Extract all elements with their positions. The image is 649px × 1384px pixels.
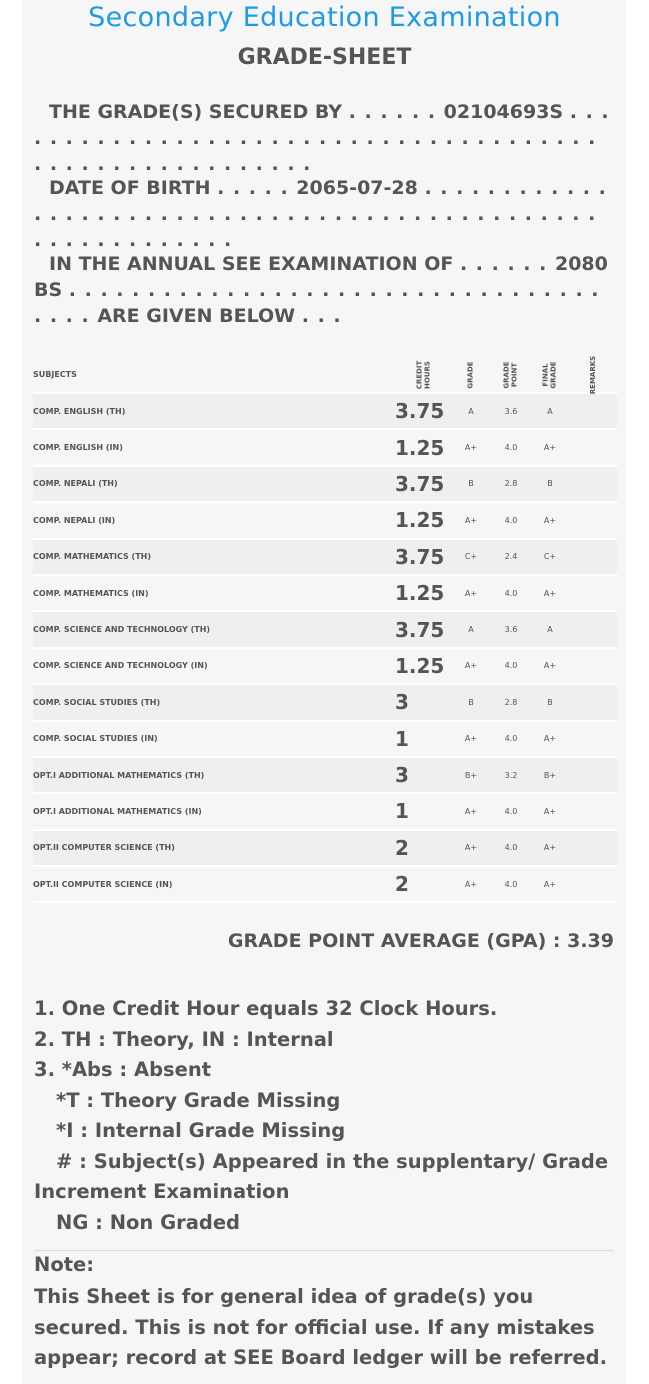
table-row	[33, 866, 617, 902]
credit-hours-cell: 1	[395, 793, 451, 829]
credit-hours-cell: 1.25	[395, 502, 451, 538]
grade-point-cell: 4.0	[491, 721, 531, 757]
credit-hours-cell: 3.75	[395, 611, 451, 647]
remarks-cell	[569, 393, 617, 429]
subject-cell: COMP. ENGLISH (IN)	[33, 429, 395, 465]
exam-label: IN THE ANNUAL SEE EXAMINATION OF	[49, 253, 454, 275]
table-row	[33, 648, 617, 684]
symbol-number: 02104693S	[443, 101, 564, 123]
header-final-grade: FINAL GRADE	[531, 357, 569, 393]
remarks-cell	[569, 830, 617, 866]
subject-cell: OPT.I ADDITIONAL MATHEMATICS (IN)	[33, 793, 395, 829]
final-grade-cell: B+	[531, 757, 569, 793]
table-row	[33, 684, 617, 720]
final-grade-cell: A	[531, 611, 569, 647]
final-grade-cell: A+	[531, 502, 569, 538]
credit-hours-cell: 1	[395, 721, 451, 757]
grade-cell: A+	[451, 793, 491, 829]
secured-by-label: THE GRADE(S) SECURED BY	[49, 101, 343, 123]
credit-hours-cell: 3.75	[395, 393, 451, 429]
table-row	[33, 393, 617, 429]
grade-point-cell: 4.0	[491, 866, 531, 902]
remarks-cell	[569, 793, 617, 829]
remarks-cell	[569, 502, 617, 538]
header-credit-hours: CREDIT HOURS	[395, 357, 451, 393]
grade-point-cell: 3.6	[491, 393, 531, 429]
remarks-cell	[569, 611, 617, 647]
credit-hours-cell: 2	[395, 866, 451, 902]
header-grade-point: GRADE POINT	[491, 357, 531, 393]
final-grade-cell: A+	[531, 866, 569, 902]
table-row	[33, 721, 617, 757]
final-grade-cell: A+	[531, 830, 569, 866]
table-header-row	[33, 357, 617, 393]
grade-point-cell: 4.0	[491, 830, 531, 866]
legend-line: *I : Internal Grade Missing	[56, 1119, 346, 1142]
legend-line: 2. TH : Theory, IN : Internal	[34, 1027, 334, 1051]
dob-label: DATE OF BIRTH	[49, 177, 211, 199]
table-row	[33, 757, 617, 793]
subject-cell: OPT.II COMPUTER SCIENCE (TH)	[33, 830, 395, 866]
grade-point-cell: 4.0	[491, 502, 531, 538]
grade-cell: A+	[451, 866, 491, 902]
credit-hours-cell: 1.25	[395, 575, 451, 611]
grade-cell: B	[451, 466, 491, 502]
credit-hours-cell: 2	[395, 830, 451, 866]
subject-cell: COMP. SCIENCE AND TECHNOLOGY (IN)	[33, 648, 395, 684]
table-row	[33, 466, 617, 502]
legend-line: 1. One Credit Hour equals 32 Clock Hours.	[34, 997, 498, 1020]
remarks-cell	[569, 721, 617, 757]
remarks-cell	[569, 466, 617, 502]
header-grade: GRADE	[451, 357, 491, 393]
final-grade-cell: A+	[531, 721, 569, 757]
remarks-cell	[569, 429, 617, 465]
grade-cell: A+	[451, 429, 491, 465]
subject-cell: COMP. SOCIAL STUDIES (TH)	[33, 684, 395, 720]
legend-line: *T : Theory Grade Missing	[56, 1088, 341, 1112]
grade-point-cell: 4.0	[491, 429, 531, 465]
remarks-cell	[569, 539, 617, 575]
grade-cell: B	[451, 684, 491, 720]
header-subjects: SUBJECTS	[33, 357, 395, 393]
subject-cell: COMP. NEPALI (IN)	[33, 502, 395, 538]
subject-cell: COMP. ENGLISH (TH)	[33, 393, 395, 429]
note-heading: Note:	[34, 1253, 95, 1276]
legend-line: 3. *Abs : Absent	[34, 1058, 212, 1081]
page-title: Secondary Education Examination	[88, 2, 561, 33]
subject-cell: COMP. MATHEMATICS (TH)	[33, 539, 395, 575]
table-row	[33, 575, 617, 611]
remarks-cell	[569, 648, 617, 684]
legend-line: # : Subject(s) Appeared in the supplentary/ Grade Increment Examination	[34, 1149, 609, 1203]
header-remarks: REMARKS	[569, 357, 617, 393]
grade-point-cell: 4.0	[491, 648, 531, 684]
table-row	[33, 793, 617, 829]
remarks-cell	[569, 684, 617, 720]
subject-cell: COMP. SOCIAL STUDIES (IN)	[33, 721, 395, 757]
grade-cell: A	[451, 611, 491, 647]
date-of-birth-statement: DATE OF BIRTH . . . . . 2065-07-28 . . . . . . . . . . . . . . . . . . . . . . . . . . . . . . . . . . . . . . . . . . . . . . . . . . . . . . . . . . . . .	[34, 177, 607, 251]
credit-hours-cell: 3	[395, 684, 451, 720]
subject-cell: COMP. NEPALI (TH)	[33, 466, 395, 502]
grade-point-cell: 2.8	[491, 466, 531, 502]
credit-hours-cell: 3.75	[395, 466, 451, 502]
final-grade-cell: B	[531, 466, 569, 502]
note-body: This Sheet is for general idea of grade(s) you secured. This is not for official use. If any mistakes appear; record at SEE Board ledger will be referred.	[34, 1285, 608, 1369]
final-grade-cell: A+	[531, 648, 569, 684]
grade-cell: A+	[451, 830, 491, 866]
credit-hours-cell: 1.25	[395, 648, 451, 684]
credit-hours-cell: 3	[395, 757, 451, 793]
table-row	[33, 830, 617, 866]
remarks-cell	[569, 757, 617, 793]
final-grade-cell: C+	[531, 539, 569, 575]
remarks-cell	[569, 866, 617, 902]
exam-statement: IN THE ANNUAL SEE EXAMINATION OF . . . . . . 2080 BS . . . . . . . . . . . . . . . . . . . . . . . . . . . . . . . . . . . . . . ARE GIVEN BELOW . . .	[34, 253, 608, 327]
grade-cell: A+	[451, 502, 491, 538]
grade-cell: A+	[451, 648, 491, 684]
dob-value: 2065-07-28	[296, 177, 418, 199]
remarks-cell	[569, 575, 617, 611]
gpa-value: 3.39	[567, 930, 614, 952]
legend-notes	[34, 994, 614, 1238]
gpa-label: GRADE POINT AVERAGE (GPA) :	[227, 930, 561, 952]
grade-point-cell: 3.6	[491, 611, 531, 647]
grade-cell: A	[451, 393, 491, 429]
legend-line: NG : Non Graded	[56, 1210, 241, 1234]
grade-sheet-heading: GRADE-SHEET	[237, 45, 412, 70]
grade-point-cell: 2.8	[491, 684, 531, 720]
subject-cell: COMP. MATHEMATICS (IN)	[33, 575, 395, 611]
grade-point-cell: 3.2	[491, 757, 531, 793]
grade-point-cell: 4.0	[491, 575, 531, 611]
credit-hours-cell: 3.75	[395, 539, 451, 575]
subject-cell: OPT.II COMPUTER SCIENCE (IN)	[33, 866, 395, 902]
final-grade-cell: A+	[531, 429, 569, 465]
grade-cell: A+	[451, 575, 491, 611]
grades-table	[33, 357, 617, 903]
grade-cell: C+	[451, 539, 491, 575]
subject-cell: OPT.I ADDITIONAL MATHEMATICS (TH)	[33, 757, 395, 793]
table-row	[33, 502, 617, 538]
subject-cell: COMP. SCIENCE AND TECHNOLOGY (TH)	[33, 611, 395, 647]
final-grade-cell: A+	[531, 793, 569, 829]
grade-cell: B+	[451, 757, 491, 793]
credit-hours-cell: 1.25	[395, 429, 451, 465]
table-row	[33, 429, 617, 465]
final-grade-cell: A+	[531, 575, 569, 611]
table-row	[33, 539, 617, 575]
gpa-summary	[34, 930, 614, 952]
exam-year: 2080 BS	[34, 253, 608, 301]
divider	[34, 1250, 614, 1251]
final-grade-cell: B	[531, 684, 569, 720]
table-row	[33, 611, 617, 647]
given-below-label: ARE GIVEN BELOW	[97, 305, 296, 327]
secured-by-statement: THE GRADE(S) SECURED BY . . . . . . 02104693S . . . . . . . . . . . . . . . . . . . . . . . . . . . . . . . . . . . . . . . . . . . . . . . . . . . . . . . . .	[34, 101, 610, 175]
final-grade-cell: A	[531, 393, 569, 429]
grade-cell: A+	[451, 721, 491, 757]
grade-point-cell: 4.0	[491, 793, 531, 829]
grade-point-cell: 2.4	[491, 539, 531, 575]
